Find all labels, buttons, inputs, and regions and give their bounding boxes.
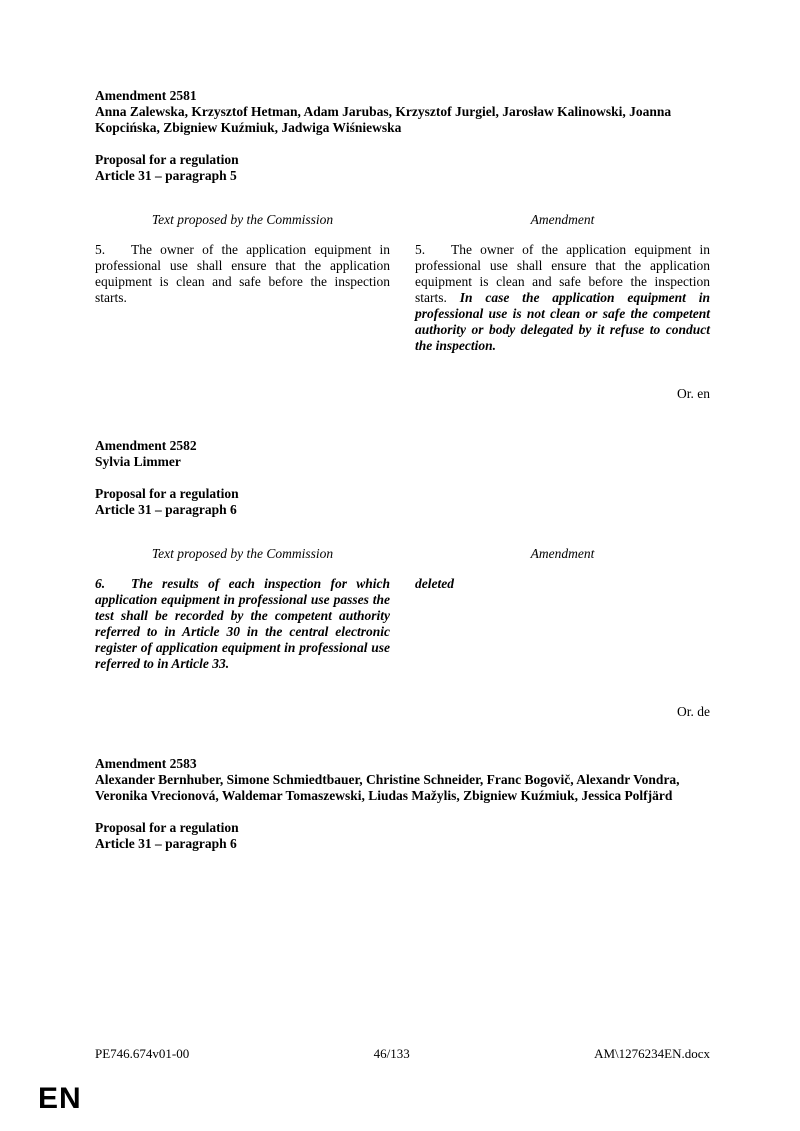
article-reference: Article 31 – paragraph 6 xyxy=(95,836,237,851)
column-headers xyxy=(95,212,710,228)
amendment-text-column xyxy=(415,576,710,592)
amendment-paragraph xyxy=(415,242,710,354)
amendment-number: Amendment 2582 xyxy=(95,438,197,453)
footer-page-number: 46/133 xyxy=(373,1046,410,1061)
amendment-authors: Anna Zalewska, Krzysztof Hetman, Adam Jarubas, Krzysztof Jurgiel, Jarosław Kalinowski, Joanna Kopcińska, Zbigniew Kuźmiuk, Jadwiga Wiśniewska xyxy=(95,104,672,135)
paragraph-number: 5. xyxy=(95,242,106,257)
commission-text-header: Text proposed by the Commission xyxy=(151,546,334,561)
proposal-label: Proposal for a regulation xyxy=(95,820,239,835)
footer-document-reference: PE746.674v01-00 xyxy=(95,1046,190,1061)
amendment-columns xyxy=(95,576,710,672)
commission-text-header: Text proposed by the Commission xyxy=(151,212,334,227)
amendment-authors: Sylvia Limmer xyxy=(95,454,181,469)
language-marker: EN xyxy=(38,1082,82,1115)
proposal-label: Proposal for a regulation xyxy=(95,486,239,501)
original-language-line: Or. de xyxy=(677,704,710,719)
inserted-text: In case the application equipment in professional use is not clean or safe the competent authority or body delegated by it refuse to conduct the inspection. xyxy=(415,290,711,353)
amendment-number: Amendment 2583 xyxy=(95,756,197,771)
amendment-text-column xyxy=(415,242,710,354)
amendment-2582-section xyxy=(95,438,710,720)
footer-file-name: AM\1276234EN.docx xyxy=(594,1046,710,1061)
paragraph-number: 5. xyxy=(415,242,426,257)
commission-paragraph xyxy=(95,242,390,306)
page-footer xyxy=(95,1046,710,1062)
article-reference: Article 31 – paragraph 5 xyxy=(95,168,237,183)
commission-paragraph xyxy=(95,576,390,672)
paragraph-text: The owner of the application equipment in professional use shall ensure that the application equipment is clean and safe before the inspection starts. xyxy=(415,242,710,305)
document-content xyxy=(95,88,710,888)
amendment-number: Amendment 2581 xyxy=(95,88,197,103)
amendment-2583-section xyxy=(95,756,710,852)
column-headers xyxy=(95,546,710,562)
article-reference: Article 31 – paragraph 6 xyxy=(95,502,237,517)
commission-text-column xyxy=(95,576,390,672)
commission-text-column xyxy=(95,242,390,306)
paragraph-text: The owner of the application equipment in professional use shall ensure that the application equipment is clean and safe before the inspection starts. xyxy=(95,242,390,305)
deleted-marker: deleted xyxy=(415,576,454,591)
original-language-line: Or. en xyxy=(677,386,710,401)
paragraph-text: The results of each inspection for which application equipment in professional use passes the test shall be recorded by the competent authority referred to in Article 30 in the central electronic register of application equipment in professional use referred to in Article 33. xyxy=(95,576,390,671)
amendment-authors: Alexander Bernhuber, Simone Schmiedtbauer, Christine Schneider, Franc Bogovič, Alexandr Vondra, Veronika Vrecionová, Waldemar Tomaszewski, Liudas Mažylis, Zbigniew Kuźmiuk, Jessica Polfjärd xyxy=(95,772,680,803)
amendment-header: Amendment xyxy=(530,546,595,561)
amendment-columns xyxy=(95,242,710,354)
amendment-header: Amendment xyxy=(530,212,595,227)
amendment-2581-section xyxy=(95,88,710,402)
proposal-label: Proposal for a regulation xyxy=(95,152,239,167)
paragraph-number: 6. xyxy=(95,576,106,591)
